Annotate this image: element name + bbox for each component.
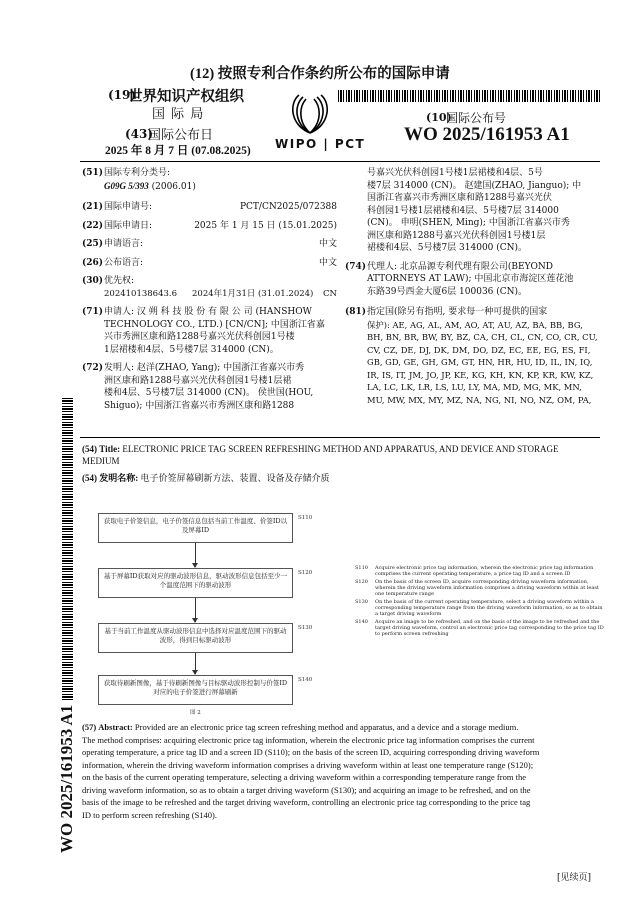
legend-line: Acquire an image to be refreshed, and on the basis of the image to be refreshed and the	[375, 619, 600, 625]
legend-row	[355, 565, 600, 579]
pubno-code: (10)	[426, 111, 452, 124]
f21-value: PCT/CN2025/072388	[239, 202, 337, 212]
flow-arrow-3	[195, 653, 196, 674]
legend-row	[355, 599, 603, 619]
legend-id: S120	[355, 579, 368, 585]
figure-legend	[355, 565, 604, 639]
f51-label: 国际专利分类号:	[104, 168, 171, 178]
legend-row	[355, 579, 600, 599]
legend-line: wherein the driving waveform information comprises a driving waveform within at least	[375, 585, 599, 592]
title-num: (54)	[82, 444, 97, 454]
f74-line3: 东路39号西金大厦6层 100036 (CN)。	[367, 286, 528, 297]
f25-label: 申请语言:	[104, 239, 144, 249]
f30-num: (30)	[82, 276, 104, 286]
legend-row	[355, 619, 604, 639]
f71-line2: TECHNOLOGY CO., LTD.) [CN/CN]; 中国浙江省嘉	[104, 319, 325, 330]
f71-line4: 1层裙楼和4层、5号楼7层 314000 (CN)。	[104, 344, 279, 355]
flow-step-1: 获取电子价签信息，电子价签信息包括当前工作温度、价签ID以及屏幕ID	[98, 513, 293, 543]
legend-id: S110	[355, 565, 368, 571]
org-code: (19)	[108, 88, 137, 102]
abstract	[82, 721, 602, 821]
flow-step-1-id: S110	[298, 515, 313, 521]
cont-line5: (CN)。 申明(SHEN, Ming); 中国浙江省嘉兴市秀	[367, 218, 570, 228]
f74-line1: 代理人: 北京品源专利代理有限公司(BEYOND	[367, 261, 553, 272]
f30-number: 202410138643.6	[104, 288, 178, 299]
f72-line3: 楼和4层、5号楼7层 314000 (CN)。 侯世国(HOU,	[104, 388, 314, 398]
f25-num: (25)	[82, 239, 104, 249]
pubdate-code: (43)	[125, 127, 154, 141]
f81-line4: CV, CZ, DE, DJ, DK, DM, DO, DZ, EC, EE, EG, ES, FI,	[367, 344, 591, 355]
f30-date: 2024年1月31日 (31.01.2024)	[192, 288, 314, 299]
f22-value: 2025 年 1 月 15 日 (15.01.2025)	[194, 220, 337, 231]
continued-note: [见续页]	[557, 873, 592, 883]
flow-arrow-2	[195, 598, 196, 622]
legend-line: Acquire electronic price tag information, wherein the electronic price tag information	[375, 565, 594, 571]
pubdate-label: 国际公布日	[148, 128, 214, 143]
abstract-line3: operating temperature, a price tag ID and a screen ID (S110); on the basis of the screen ID, acquiring corresponding driving waveform	[82, 747, 540, 757]
legend-line: one temperature range	[375, 591, 434, 598]
f71-line3: 兴市秀洲区康和路1288号嘉兴光伏科创园1号楼	[104, 332, 295, 342]
cont-line6: 洲区康和路1288号嘉兴光伏科创园1号楼1层	[367, 230, 546, 241]
biblio-divider	[80, 437, 600, 438]
f81-num: (81)	[345, 307, 367, 317]
f30-country: CN	[323, 288, 337, 299]
pubno-value: WO 2025/161953 A1	[404, 124, 570, 145]
org-bureau: 国 际 局	[152, 107, 205, 122]
f81-line6: IR, IS, IT, JM, JO, JP, KE, KG, KH, KN, KP, KR, KW, KZ,	[367, 369, 594, 380]
pubdate-value: 2025 年 8 月 7 日 (07.08.2025)	[105, 145, 251, 157]
flow-arrow-1	[195, 543, 196, 567]
f26-num: (26)	[82, 257, 104, 268]
f72-line2: 洲区康和路1288号嘉兴光伏科创园1号楼1层裙	[104, 375, 292, 386]
f81-line5: GB, GD, GE, GH, GM, GT, HN, HR, HU, ID, IL, IN, IQ,	[367, 357, 593, 367]
f74-line2: ATTORNEYS AT LAW); 中国北京市海淀区莲花池	[367, 274, 574, 284]
legend-line: target driving waveform, control an electronic price tag corresponding to the price tag ID	[375, 625, 604, 632]
abstract-line7: basis of the image to be refreshed and the target driving waveform, controlling an electronic price tag corresponding to the price tag	[82, 797, 531, 807]
figure-caption: 图 2	[190, 710, 201, 716]
legend-line: corresponding temperature range from the driving waveform information, so as to obtain	[375, 605, 603, 612]
f74-num: (74)	[345, 261, 367, 272]
flow-step-2: 基于屏幕ID获取对应的驱动波形信息，驱动波形信息包括至少一个温度范围下的驱动波形	[98, 568, 293, 598]
flow-step-2-id: S120	[298, 570, 313, 576]
f72-line1: 发明人: 赵洋(ZHAO, Yang); 中国浙江省嘉兴市秀	[104, 363, 305, 373]
legend-line: to perform screen refreshing	[375, 631, 449, 638]
document-title: (12) 按照专利合作条约所公布的国际申请	[190, 66, 450, 82]
f51-date: (2006.01)	[148, 181, 196, 192]
left-column	[82, 167, 337, 412]
abstract-line2: The method comprises: acquiring electronic price tag information, wherein the electronic price tag information comprises the current	[82, 734, 535, 745]
f26-value: 中文	[318, 257, 337, 268]
f21-num: (21)	[82, 202, 104, 212]
cont-line3: 国浙江省嘉兴市秀洲区康和路1288号嘉兴光伏	[367, 193, 552, 203]
title-label: Title:	[99, 444, 121, 454]
header-divider	[80, 161, 600, 162]
legend-line: On the basis of the current operating temperature, select a driving waveform within a	[375, 599, 594, 605]
legend-line: comprises the current operating temperature, a price tag ID and a screen ID	[375, 571, 571, 578]
f72-num: (72)	[82, 363, 104, 373]
f81-line1: 指定国(除另有指明, 要求每一种可提供的国家	[367, 307, 548, 317]
title-cn: 电子价签屏幕刷新方法、装置、设备及存储介质	[140, 473, 330, 483]
f81-line7: LA, LC, LK, LR, LS, LU, LY, MA, MD, MG, MK, MN,	[367, 382, 582, 392]
f21-label: 国际申请号:	[104, 202, 153, 212]
legend-id: S140	[355, 619, 368, 625]
f81-line2: 保护): AE, AG, AL, AM, AO, AT, AU, AZ, BA, BB, BG,	[367, 319, 583, 330]
wipo-logo-text: WIPO | PCT	[275, 137, 366, 151]
cont-line2: 楼7层 314000 (CN)。 赵建国(ZHAO, Jianguo); 中	[367, 180, 582, 191]
abstract-line4: information, wherein the driving waveform information comprises a driving waveform within at least one temperature range (S120);	[82, 759, 534, 770]
barcode-top	[338, 90, 600, 102]
title-en-line1: ELECTRONIC PRICE TAG SCREEN REFRESHING METHOD AND APPARATUS, AND DEVICE AND STORAGE	[122, 444, 559, 454]
pubno-label: 国际公布号	[446, 111, 507, 125]
legend-id: S130	[355, 599, 368, 605]
f51-code: G09G 5/393	[104, 180, 149, 191]
f72-line4: Shiguo); 中国浙江省嘉兴市秀洲区康和路1288	[104, 400, 295, 411]
cont-line4: 科创园1号楼1层裙楼和4层、5号楼7层 314000	[367, 205, 559, 216]
f81-line3: BH, BN, BR, BW, BY, BZ, CA, CH, CL, CN, CO, CR, CU,	[367, 332, 598, 342]
barcode-side	[62, 398, 73, 700]
flow-step-4-id: S140	[298, 677, 313, 683]
title-cn-label: (54) 发明名称:	[82, 473, 139, 483]
f25-value: 中文	[318, 239, 337, 249]
abstract-line1: Provided are an electronic price tag screen refreshing method and apparatus, and a device and a storage medium.	[134, 722, 519, 732]
abstract-line8: ID to perform screen refreshing (S140).	[82, 809, 218, 820]
wipo-emblem-icon	[285, 93, 335, 135]
legend-line: a target driving waveform	[375, 611, 442, 618]
f71-num: (71)	[82, 307, 104, 317]
f71-line1: 申请人: 汉 朔 科 技 股 份 有 限 公 司 (HANSHOW	[104, 307, 312, 317]
title-en-line2: MEDIUM	[82, 456, 120, 466]
abstract-line6: driving waveform information, so as to obtain a target driving waveform (S130); and acquiring an image to be refreshed, and on the	[82, 784, 531, 795]
f30-label: 优先权:	[104, 276, 135, 286]
cont-line1: 号嘉兴光伏科创园1号楼1层裙楼和4层、5号	[367, 168, 543, 178]
cont-line7: 裙楼和4层、5号楼7层 314000 (CN)。	[367, 243, 528, 253]
org-name: 世界知识产权组织	[128, 88, 244, 105]
abstract-line5: on the basis of the current operating temperature, selecting a driving waveform within a corresponding temperature range from the	[82, 772, 526, 782]
abstract-label: Abstract:	[98, 722, 133, 732]
f22-label: 国际申请日:	[104, 220, 153, 231]
flow-step-3: 基于当前工作温度从驱动波形信息中选择对应温度范围下的驱动波形，得到目标驱动波形	[98, 623, 293, 653]
title-section	[82, 443, 602, 484]
side-pubno: WO 2025/161953 A1	[57, 704, 76, 853]
flow-step-4: 获取待刷新图像，基于待刷新图像与目标驱动波形控制与价签ID对应的电子价签进行屏幕刷新	[98, 675, 293, 705]
abstract-num: (57)	[82, 722, 97, 732]
f26-label: 公布语言:	[104, 257, 144, 268]
f51-num: (51)	[82, 168, 104, 178]
f81-line8: MU, MW, MX, MY, MZ, NA, NG, NI, NO, NZ, OM, PA,	[367, 394, 592, 405]
flow-step-3-id: S130	[298, 625, 313, 631]
f22-num: (22)	[82, 220, 104, 231]
legend-line: On the basis of the screen ID, acquire corresponding driving waveform information,	[375, 579, 589, 585]
right-column	[345, 167, 600, 406]
